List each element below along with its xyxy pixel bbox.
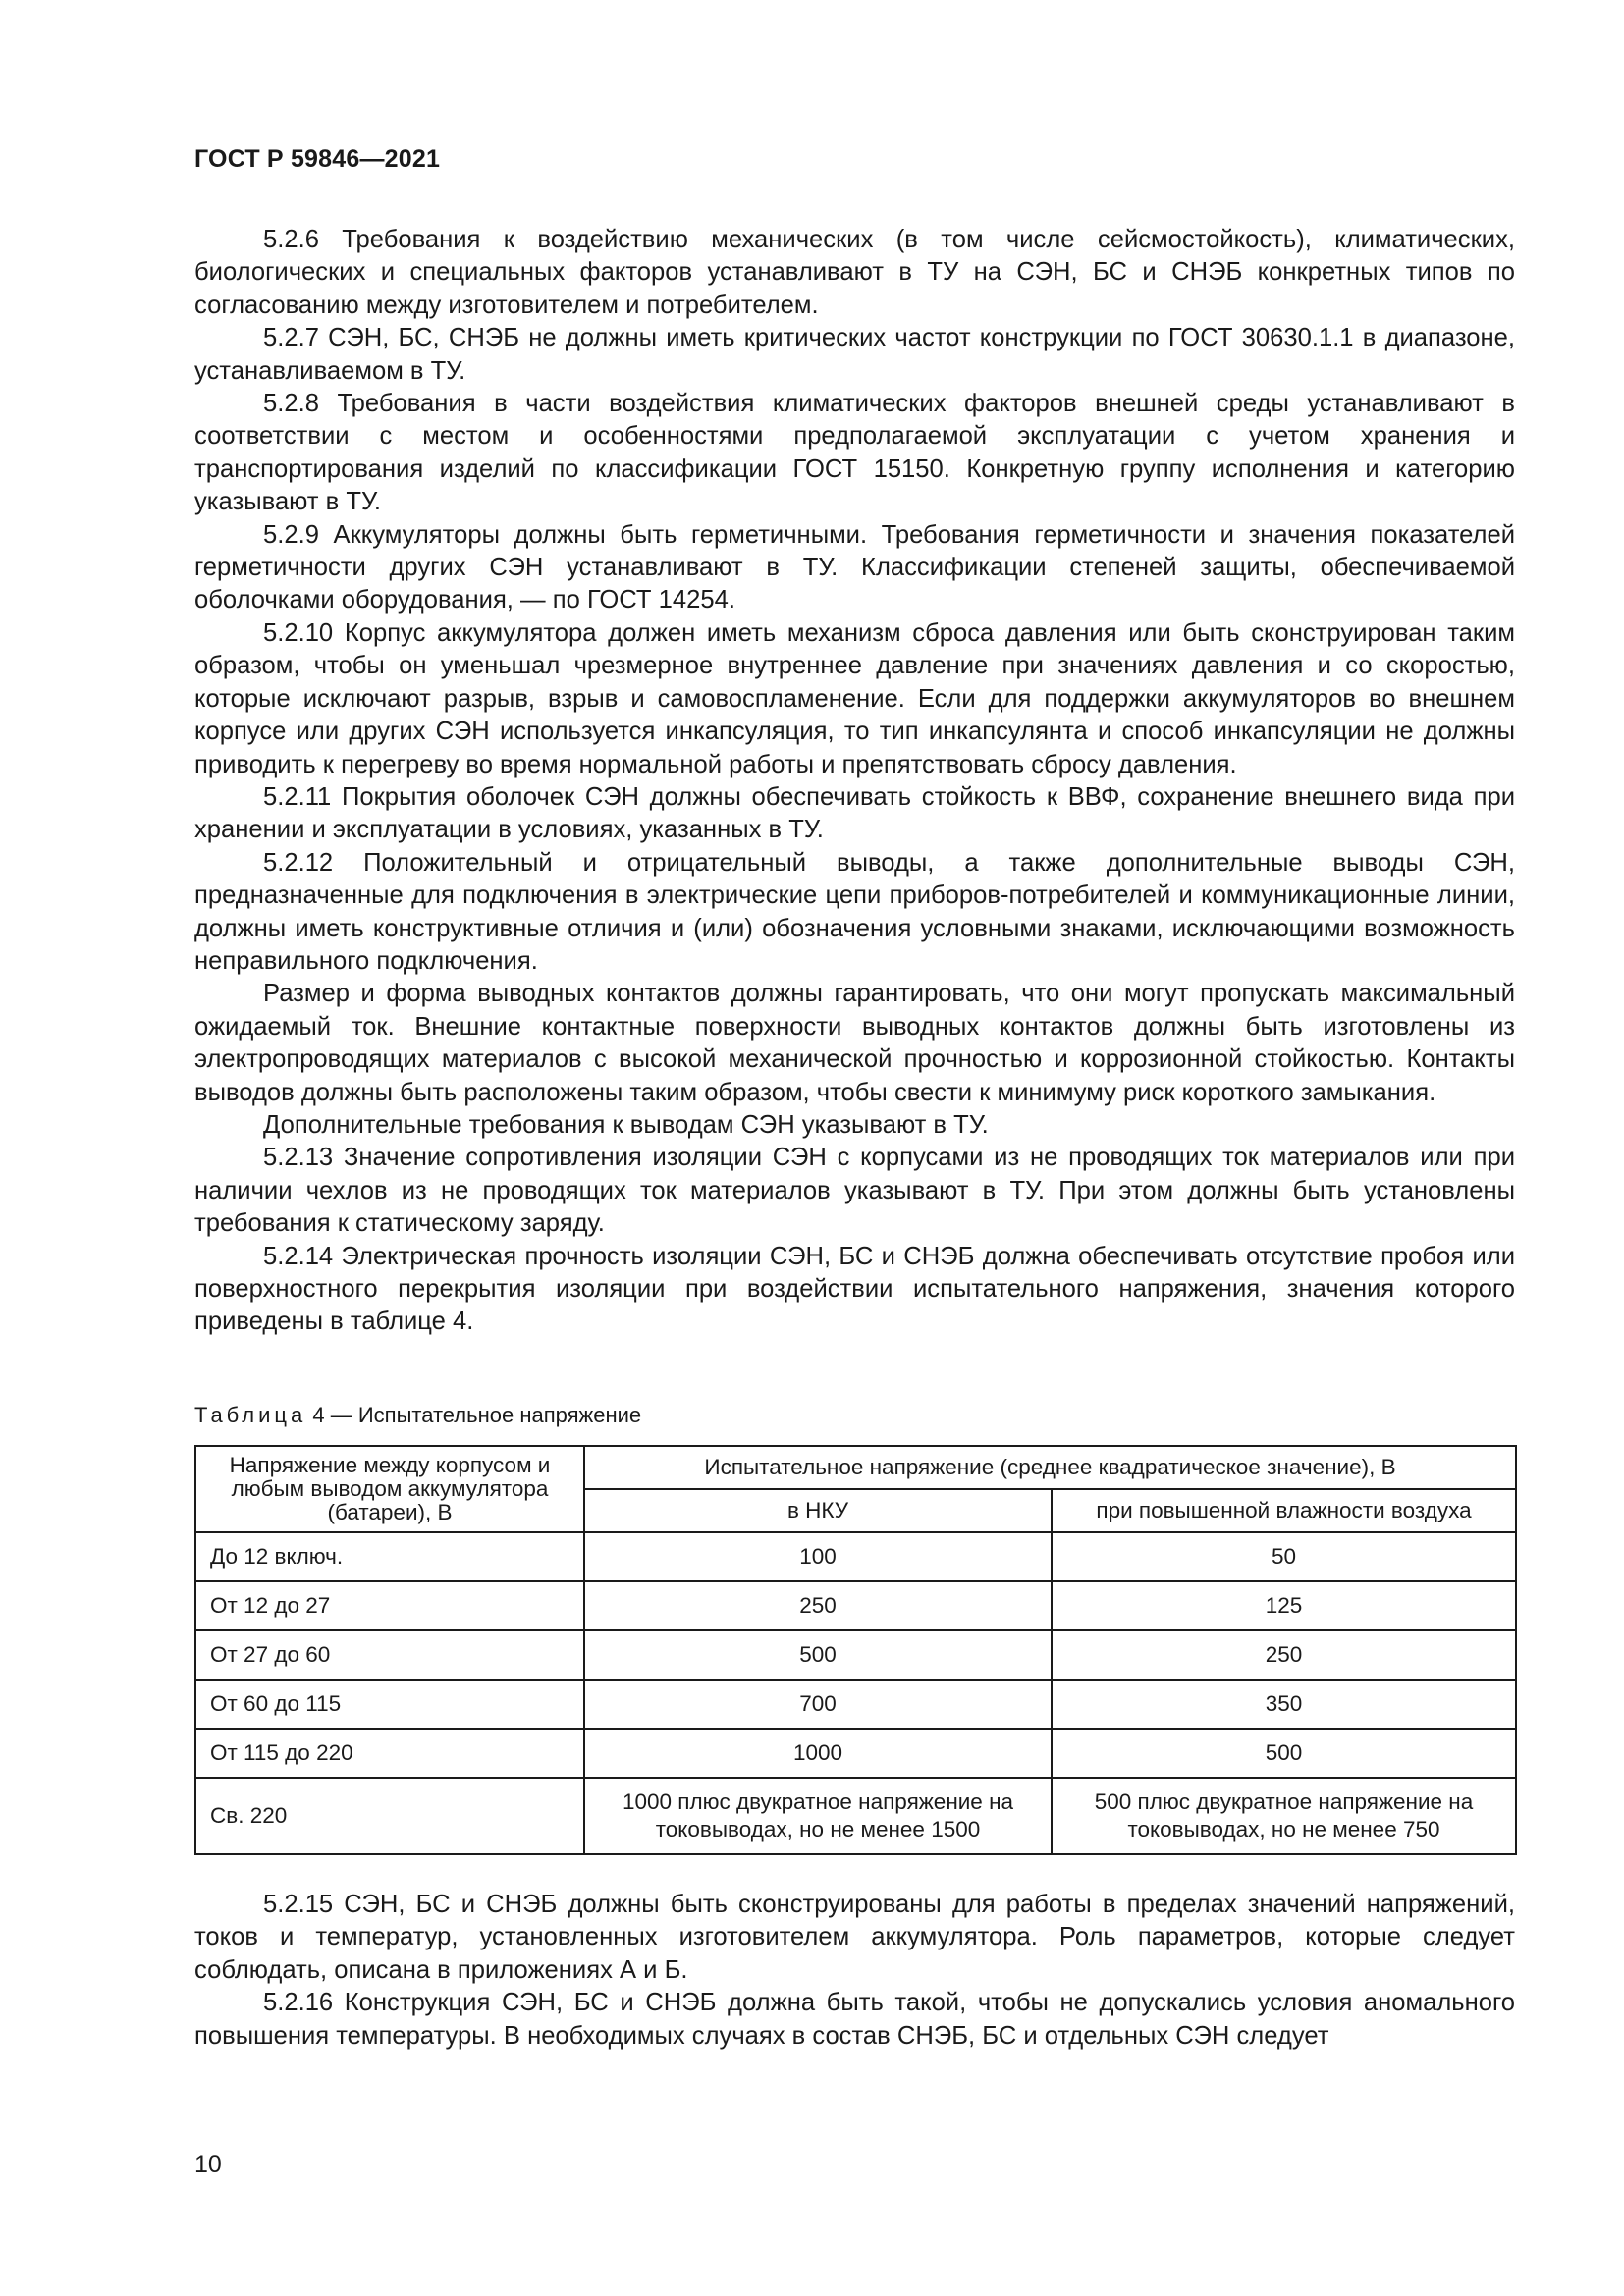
- document-header: ГОСТ Р 59846—2021: [194, 145, 441, 173]
- table-row: [195, 1680, 1516, 1729]
- cell-range: От 27 до 60: [195, 1630, 584, 1680]
- cell-humid: 50: [1052, 1532, 1516, 1581]
- cell-humid: 125: [1052, 1581, 1516, 1630]
- header-humidity: при повышенной влажности воздуха: [1052, 1489, 1516, 1532]
- table-row: [195, 1532, 1516, 1581]
- paragraph-contacts: Размер и форма выводных контактов должны гарантировать, что они могут пропускать максимальный ожидаемый ток. Внешние контактные поверхности выводных контактов должны быть изготовлены из электропроводящих материалов с высокой механической прочностью и коррозионной стойкостью. Контакты выводов должны быть расположены таким образом, чтобы свести к минимуму риск короткого замыкания.: [194, 980, 1515, 1106]
- paragraph-5-2-8: 5.2.8 Требования в части воздействия климатических факторов внешней среды устанавливают в соответствии с местом и особенностями предполагаемой эксплуатации с учетом хранения и транспортирования изделий по классификации ГОСТ 15150. Конкретную группу исполнения и категорию указывают в ТУ.: [194, 390, 1515, 516]
- cell-range: От 12 до 27: [195, 1581, 584, 1630]
- paragraph-5-2-16: 5.2.16 Конструкция СЭН, БС и СНЭБ должна быть такой, чтобы не допускались условия аномального повышения температуры. В необходимых случаях в состав СНЭБ, БС и отдельных СЭН следует: [194, 1989, 1515, 2050]
- header-test-voltage: Испытательное напряжение (среднее квадратическое значение), В: [584, 1446, 1516, 1489]
- paragraph-5-2-14: 5.2.14 Электрическая прочность изоляции СЭН, БС и СНЭБ должна обеспечивать отсутствие пробоя или поверхностного перекрытия изоляции при воздействии испытательного напряжения, значения которого приведены в таблице 4.: [194, 1242, 1515, 1336]
- page-number: 10: [194, 2151, 222, 2178]
- header-nku: в НКУ: [584, 1489, 1052, 1532]
- table-caption-title: 4 — Испытательное напряжение: [312, 1403, 642, 1427]
- cell-humid: 500: [1052, 1729, 1516, 1778]
- table-row: [195, 1581, 1516, 1630]
- paragraph-5-2-7: 5.2.7 СЭН, БС, СНЭБ не должны иметь критических частот конструкции по ГОСТ 30630.1.1 в диапазоне, устанавливаемом в ТУ.: [194, 324, 1515, 385]
- header-voltage-between: Напряжение между корпусом и любым выводом аккумулятора (батареи), В: [195, 1446, 584, 1532]
- cell-range: Св. 220: [195, 1778, 584, 1854]
- cell-nku: 100: [584, 1532, 1052, 1581]
- cell-nku: 250: [584, 1581, 1052, 1630]
- table-caption: [194, 1403, 641, 1428]
- cell-humid: 500 плюс двукратное напряжение на токовыводах, но не менее 750: [1052, 1778, 1516, 1854]
- paragraph-5-2-9: 5.2.9 Аккумуляторы должны быть герметичными. Требования герметичности и значения показателей герметичности других СЭН устанавливают в ТУ. Классификации степеней защиты, обеспечиваемой оболочками оборудования, — по ГОСТ 14254.: [194, 520, 1515, 614]
- test-voltage-table: [194, 1445, 1517, 1855]
- paragraph-5-2-12: 5.2.12 Положительный и отрицательный выводы, а также дополнительные выводы СЭН, предназначенные для подключения в электрические цепи приборов-потребителей и коммуникационные линии, должны иметь конструктивные отличия и (или) обозначения условными знаками, исключающими возможность неправильного подключения.: [194, 848, 1515, 975]
- cell-range: От 115 до 220: [195, 1729, 584, 1778]
- paragraph-additional: Дополнительные требования к выводам СЭН указывают в ТУ.: [263, 1110, 989, 1139]
- body-text-top: [194, 224, 1515, 1339]
- paragraph-5-2-11: 5.2.11 Покрытия оболочек СЭН должны обеспечивать стойкость к ВВФ, сохранение внешнего вида при хранении и эксплуатации в условиях, указанных в ТУ.: [194, 782, 1515, 844]
- cell-range: От 60 до 115: [195, 1680, 584, 1729]
- body-text-bottom: [194, 1889, 1515, 2053]
- cell-humid: 250: [1052, 1630, 1516, 1680]
- cell-nku: 500: [584, 1630, 1052, 1680]
- cell-humid: 350: [1052, 1680, 1516, 1729]
- paragraph-5-2-6: 5.2.6 Требования к воздействию механических (в том числе сейсмостойкость), климатических, биологических и специальных факторов устанавливают в ТУ на СЭН, БС и СНЭБ конкретных типов по согласованию между изготовителем и потребителем.: [194, 226, 1515, 319]
- table-caption-word: Таблица: [194, 1403, 307, 1427]
- cell-range: До 12 включ.: [195, 1532, 584, 1581]
- cell-nku: 1000: [584, 1729, 1052, 1778]
- paragraph-5-2-15: 5.2.15 СЭН, БС и СНЭБ должны быть сконструированы для работы в пределах значений напряжений, токов и температур, установленных изготовителем аккумулятора. Роль параметров, которые следует соблюдать, описана в приложениях А и Б.: [194, 1891, 1515, 1984]
- cell-nku: 700: [584, 1680, 1052, 1729]
- cell-nku: 1000 плюс двукратное напряжение на токовыводах, но не менее 1500: [584, 1778, 1052, 1854]
- table-row: [195, 1778, 1516, 1854]
- paragraph-5-2-10: 5.2.10 Корпус аккумулятора должен иметь механизм сброса давления или быть сконструирован таким образом, чтобы он уменьшал чрезмерное внутреннее давление при значениях давления и со скоростью, которые исключают разрыв, взрыв и самовоспламенение. Если для поддержки аккумуляторов во внешнем корпусе или других СЭН используется инкапсуляция, то тип инкапсулянта и способ инкапсуляции не должны приводить к перегреву во время нормальной работы и препятствовать сбросу давления.: [194, 618, 1515, 778]
- table-row: [195, 1630, 1516, 1680]
- paragraph-5-2-13: 5.2.13 Значение сопротивления изоляции СЭН с корпусами из не проводящих ток материалов или при наличии чехлов из не проводящих ток материалов указывают в ТУ. При этом должны быть установлены требования к статическому заряду.: [194, 1144, 1515, 1238]
- table-row: [195, 1729, 1516, 1778]
